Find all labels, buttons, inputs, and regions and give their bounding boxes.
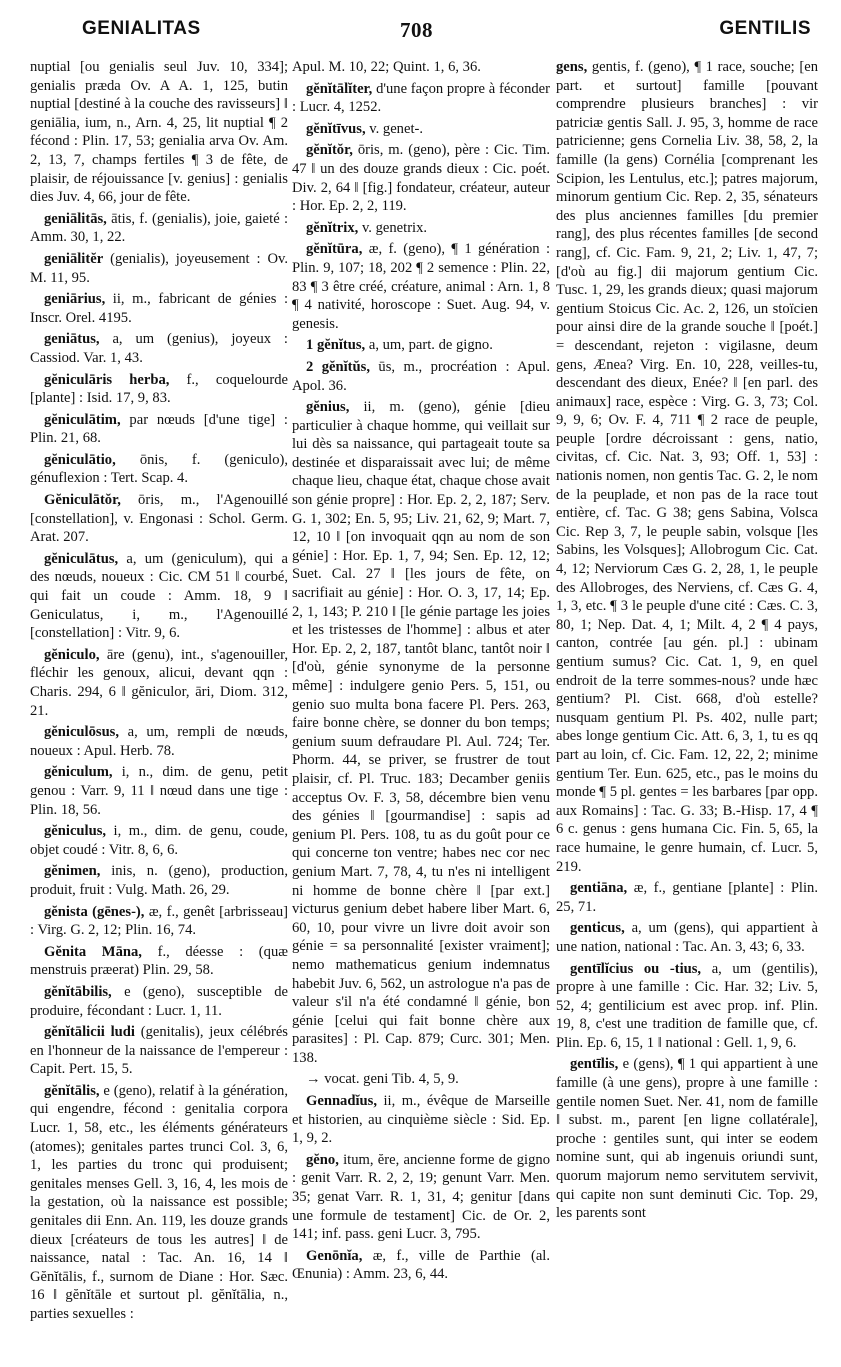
dictionary-entry	[30, 550, 288, 643]
dictionary-entry	[30, 290, 288, 327]
entry-headword: gĕnĭtālicii ludi	[44, 1024, 135, 1041]
dictionary-entry	[30, 330, 288, 367]
dictionary-entry	[292, 1070, 550, 1089]
entry-headword: 2 gĕnĭtŭs,	[306, 358, 370, 375]
entry-text: e (geno), relatif à la génération, qui engendre, fécond : genitalia corpora Lucr. 1, 58, etc., les éléments générateurs (atomes); genitales partes trunci Col. 3, 6, 1, les parties du tronc qui produisent; genitales menses Gell. 3, 16, 4, les mois de la gestation, où la naissance est possible; genitales dii Enn. An. 119, les douze grands dieux [créateurs de tous les autres] ‖ de naissance, natal : Tac. An. 16, 14 ‖ Gĕnĭtālis, f., surnom de Diane : Hor. Sæc. 16 ‖ gĕnĭtāle et surtout pl. gĕnĭtālia, n., parties sexuelles :	[30, 1082, 288, 1322]
entry-text: i, n., dim. de genu, petit genou : Varr. 9, 11 ‖ nœud dans une tige : Plin. 18, 56.	[30, 764, 288, 818]
dictionary-entry	[30, 58, 288, 207]
entry-headword: Gĕniculātŏr,	[44, 492, 121, 509]
entry-headword: gĕniculātim,	[44, 411, 121, 428]
entry-text: e (gens), ¶ 1 qui appartient à une famille (à une gens), propre à une famille : gentile nomen Suet. Ner. 41, nom de famille ‖ subst. m., parent [en ligne collatérale], proche : gentiles sunt, qui inter se eodem nomine sunt, qui ab ingenuis oriundi sunt, quorum majorum nemo servitutem servivit, qui capite non sunt deminuti Cic. Top. 29, les parents sont	[556, 1056, 818, 1222]
entry-headword: genticus,	[570, 920, 625, 937]
entry-text: inis, n. (geno), production, produit, fruit : Vulg. Math. 26, 29.	[30, 863, 288, 898]
entry-headword: geniālitās,	[44, 210, 107, 227]
entry-headword: gĕniculus,	[44, 823, 107, 840]
entry-text: (genialis), joyeusement : Ov. M. 11, 95.	[30, 250, 288, 286]
entry-text: (genitalis), jeux célébrés en l'honneur de la naissance de l'empereur : Capit. Pert. 15, 5.	[30, 1024, 288, 1078]
dictionary-entry	[30, 250, 288, 287]
entry-headword: gentiāna,	[570, 880, 628, 897]
column-1	[30, 58, 288, 1358]
entry-text: ii, m., évêque de Marseille et historien, au cinquième siècle : Sid. Ep. 1, 9, 2.	[292, 1093, 550, 1147]
entry-headword: gĕnius,	[306, 399, 350, 416]
entry-headword: gĕniculātus,	[44, 550, 119, 567]
entry-text: a, um (gentilis), propre à une famille : Cic. Har. 32; Liv. 5, 52, 4; gentilicium est avec prop. inf. Plin. 19, 8, c'est une tradition de famille que, cf. Plin. Ep. 6, 15, 1 ‖ national : Gell. 1, 9, 6.	[556, 960, 818, 1051]
entry-headword: gĕnista (gēnes-),	[44, 903, 145, 920]
entry-headword: gens,	[556, 59, 588, 75]
entry-text: gentis, f. (geno), ¶ 1 race, souche; [en part. et surtout] famille [pouvant comprendre plusieurs branches] : vir patriciæ gentis Sall. J. 95, 3, homme de race patricienne; gens Cornelia Liv. 38, 58, 2, la famille (la gens) Cornélia [comprenant les Scipion, les Lentulus, etc.]; patres majorum, minorum gentium Cic. Rep. 2, 35, sénateurs des plus anciennes familles [du premier rang], des plus récentes familles [de second rang], cf. Cic. Fam. 9, 21, 2; Liv. 1, 47, 7; [d'où au fig.] dii majorum gentium Cic. Tusc. 1, 29, les grands dieux; quasi majorum gentium Stoicus Cic. Ac. 2, 126, un stoïcien pour ainsi dire de la grande souche ‖ [poét.] = descendant, rejeton : vigilasne, deum gens, Ænea? Virg. En. 10, 228, veilles-tu, descendant des dieux, Enée? ‖ [en parl. des animaux] race, espèce : Virg. G. 3, 73; Col. 9, 9, 6; Ov. F. 4, 711 ¶ 2 race de peuple, peuple [ordre décroissant : gens, natio, civitas, cf. Cic. Nat. 3, 93; Off. 1, 53] : nationis nomen, non gentis Tac. G. 2, le nom de la peuplade, et non pas de la race tout entière, cf. Tac. G 38; gens Sabina, Volsca Cic. Rep 3, 7, le peuple sabin, volsque [les Sabins, les Volsques]; Allobrogum Cic. Cat. 4, 12; Nerviorum Cæs G. 2, 28, 1, le peuple des Allobroges, des Nerviens, cf. Cæs G. 4, 1, 3, etc. ¶ 3 le peuple d'une cité : Cæs. C. 3, 80, 1; Nep. Dat. 4, 1; Milt. 4, 2 ¶ 4 pays, canton, contrée [au gén. pl.] : ubinam gentium sumus? Cic. Cat. 1, 9, en quel endroit de la terre sommes-nous? unde hæc gentium? Pl. Cist. 668, d'où estelle? nusquam gentium Pl. Ps. 402, nulle part; abes longe gentium Cic. Att. 6, 3, 1, tu es qq part au loin, cf. Cic. Fam. 12, 22, 2; minime gentium Ter. Eun. 625, etc., pas le moins du monde ¶ 5 pl. gentes = les barbares [par opp. aux Romains] : Tac. G. 33; B.-Hisp. 17, 4 ¶ 6 c. genus : gens humana Cic. Fin. 5, 65, la race humaine, le genre humain, cf. Lucr. 5, 219.	[556, 59, 818, 875]
entry-text: æ, f. (geno), ¶ 1 génération : Plin. 9, 107; 18, 202 ¶ 2 semence : Plin. 22, 83 ¶ 3 être créé, créature, animal : Arn. 1, 8 ¶ 4 nativité, horoscope : Suet. Aug. 94, v. genesis.	[292, 241, 550, 332]
entry-text: i, m., dim. de genu, coude, objet coudé : Vitr. 8, 6, 6.	[30, 823, 288, 858]
entry-text: ūs, m., procréation : Apul. Apol. 36.	[292, 358, 550, 394]
dictionary-entry	[30, 862, 288, 899]
column-3	[556, 58, 818, 1358]
entry-headword: gĕniculātio,	[44, 451, 116, 468]
entry-headword: Gennadĭus,	[306, 1093, 377, 1110]
entry-headword: gĕniculōsus,	[44, 724, 120, 741]
entry-headword: geniālitĕr	[44, 250, 104, 267]
entry-headword: gĕniculum,	[44, 764, 113, 781]
entry-text: a, um (gens), qui appartient à une nation, national : Tac. An. 3, 43; 6, 33.	[556, 920, 818, 955]
entry-headword: gĕnĭtŏr,	[306, 142, 353, 159]
entry-text: ōnis, f. (geniculo), génuflexion : Tert. Scap. 4.	[30, 451, 288, 487]
entry-text: ōris, m. (geno), père : Cic. Tim. 47 ‖ un des douze grands dieux : Cic. poét. Div. 2, 64 ‖ [fig.] fondateur, créateur, auteur : Hor. Ep. 2, 2, 119.	[292, 142, 550, 215]
dictionary-entry	[556, 58, 818, 876]
entry-text: v. genet-.	[369, 120, 424, 137]
entry-text: ōris, m., l'Agenouillé [constellation], v. Engonasi : Schol. Germ. Arat. 207.	[30, 492, 288, 546]
entry-headword: gĕnĭtīvus,	[306, 120, 366, 137]
dictionary-entry	[30, 491, 288, 547]
entry-headword: gĕnĭtrix,	[306, 219, 359, 236]
entry-text: nuptial [ou genialis seul Juv. 10, 334]; genialis præda Ov. A A. 1, 125, butin nuptial [destiné à la couche des ravisseurs] ‖ geniālia, ium, n., Arn. 4, 25, lit nuptial ¶ 2 fécond : Plin. 17, 53; genialia arva Ov. Am. 2, 13, 7, champs fertiles ¶ 3 de fête, de plaisir, de réjouissance [v. genius] : genialis dies Juv. 4, 66, jour de fête.	[30, 59, 288, 206]
dictionary-entry	[556, 919, 818, 956]
entry-headword: geniārius,	[44, 291, 106, 308]
entry-text: ātis, f. (genialis), joie, gaieté : Amm. 30, 1, 22.	[30, 210, 288, 246]
dictionary-entry	[30, 943, 288, 980]
entry-headword: gĕniculāris herba,	[44, 371, 170, 388]
entry-text: Apul. M. 10, 22; Quint. 1, 6, 36.	[292, 59, 481, 75]
entry-text: f., déesse : (quæ menstruis præerat) Plin. 29, 58.	[30, 943, 288, 979]
entry-text: a, um (geniculum), qui a des nœuds, noueux : Cic. CM 51 ‖ courbé, qui fait un coude : Amm. 18, 9 ‖ Geniculatus, i, m., l'Agenouillé [constellation] : Vitr. 9, 6.	[30, 550, 288, 642]
dictionary-entry	[292, 1247, 550, 1284]
entry-text: f., coquelourde [plante] : Isid. 17, 9, 83.	[30, 371, 288, 407]
entry-headword: 1 gĕnĭtus,	[306, 337, 366, 354]
dictionary-entry	[292, 80, 550, 117]
entry-headword: gĕniculo,	[44, 646, 100, 663]
right-running-head: GENTILIS	[719, 18, 811, 39]
dictionary-entry	[30, 822, 288, 859]
entry-text: æ, f., gentiane [plante] : Plin. 25, 71.	[556, 880, 818, 915]
dictionary-entry	[30, 723, 288, 760]
entry-headword: geniātus,	[44, 331, 100, 348]
dictionary-entry	[292, 219, 550, 238]
entry-text: d'une façon propre à féconder : Lucr. 4, 1252.	[292, 80, 550, 116]
entry-text: a, um, rempli de nœuds, noueux : Apul. Herb. 78.	[30, 724, 288, 759]
dictionary-entry	[292, 398, 550, 1067]
dictionary-entry	[30, 646, 288, 720]
entry-headword: gĕnĭtūra,	[306, 241, 363, 258]
entry-text: itum, ĕre, ancienne forme de gigno : genit Varr. R. 2, 2, 19; genunt Varr. Men. 35; genat Varr. R. 1, 31, 4; genitur [dans une formule de testament] Cic. de Or. 2, 141; inf. pass. geni Lucr. 3, 795.	[292, 1151, 550, 1243]
entry-text: ii, m., fabricant de génies : Inscr. Orel. 4195.	[30, 291, 288, 326]
page-number: 708	[400, 18, 433, 42]
dictionary-entry	[30, 451, 288, 488]
dictionary-entry	[30, 903, 288, 940]
entry-headword: gĕnĭtābilis,	[44, 983, 112, 1000]
entry-text: æ, f., genêt [arbrisseau] : Virg. G. 2, 12; Plin. 16, 74.	[30, 903, 288, 939]
dictionary-entry	[556, 879, 818, 916]
left-running-head: GENIALITAS	[82, 18, 201, 39]
dictionary-entry	[292, 1092, 550, 1148]
entry-headword: gentīlĭcius ou -tius,	[570, 960, 702, 977]
dictionary-entry	[292, 58, 550, 77]
entry-text: par nœuds [d'une tige] : Plin. 21, 68.	[30, 411, 288, 447]
entry-headword: gĕnĭtālĭter,	[306, 80, 373, 97]
entry-headword: gĕno,	[306, 1151, 339, 1168]
dictionary-entry	[30, 763, 288, 819]
dictionary-entry	[30, 210, 288, 247]
entry-text: v. genetrix.	[361, 219, 428, 236]
entry-headword: Gĕnita Māna,	[44, 943, 142, 960]
entry-text: e (geno), susceptible de produire, fécondant : Lucr. 1, 11.	[30, 983, 288, 1019]
entry-text: → vocat. geni Tib. 4, 5, 9.	[306, 1071, 459, 1088]
dictionary-entry	[292, 1151, 550, 1244]
entry-text: āre (genu), int., s'agenouiller, fléchir les genoux, alicui, devant qqn : Charis. 294, 6 ‖ gĕniculor, āri, Diom. 312, 21.	[30, 646, 288, 719]
entry-text: a, um (genius), joyeux : Cassiod. Var. 1, 43.	[30, 331, 288, 366]
dictionary-entry	[292, 120, 550, 139]
dictionary-entry	[292, 141, 550, 215]
entry-headword: Genōnĭa,	[306, 1247, 363, 1264]
dictionary-entry	[556, 1055, 818, 1222]
dictionary-entry	[292, 358, 550, 395]
page-header	[78, 18, 813, 48]
dictionary-entry	[30, 371, 288, 408]
dictionary-entry	[556, 960, 818, 1053]
entry-text: a, um, part. de gigno.	[368, 337, 493, 354]
dictionary-entry	[30, 1082, 288, 1324]
entry-headword: gĕnimen,	[44, 863, 101, 880]
dictionary-entry	[292, 240, 550, 333]
dictionary-entry	[30, 1023, 288, 1079]
column-2	[292, 58, 550, 1358]
dictionary-entry	[292, 336, 550, 355]
entry-headword: gentīlis,	[570, 1056, 619, 1073]
entry-headword: gĕnĭtālis,	[44, 1082, 100, 1099]
entry-text: æ, f., ville de Parthie (al. Œnunia) : Amm. 23, 6, 44.	[292, 1247, 550, 1283]
dictionary-entry	[30, 411, 288, 448]
entry-text: ii, m. (geno), génie [dieu particulier à chaque homme, qui veillait sur lui dès sa naissance, qui partageait toute sa destinée et disparaissait avec lui; de même chaque lieu, chaque état, chaque chose avait son génie propre] : Hor. Ep. 2, 2, 187; Serv. G. 1, 302; En. 5, 95; Liv. 21, 62, 9; Mart. 7, 12, 10 ‖ [on invoquait qqn au nom de son génie] : Hor. Ep. 1, 7, 94; Sen. Ep. 12, 12; Suet. Cal. 27 ‖ [les jours de fête, on sacrifiait au génie] : Hor. O. 3, 17, 14; Ep. 2, 1, 143; P. 210 ‖ [le génie partage les joies et les tristesses de l'homme] : albus et ater Hor. Ep. 2, 2, 187, tantôt blanc, tantôt noir ‖ [d'où, génie synonyme de la personne même] : indulgere genio Pers. 5, 151, ou genio suo multa bona facere Pl. Pers. 263, faire bonne chère, se donner du bon temps; genium suum defraudare Pl. Aul. 724; Ter. Phorm. 44, se priver, se frustrer de tout plaisir, cf. Pl. Truc. 183; Decamber geniis acceptus Ov. F. 3, 58, décembre bien venu des génies ‖ [gourmandise] : sapis ad genium Pl. Pers. 108, tu as du goût pour ce qui concerne ton ventre; habes nec cor nec genium Mart. 7, 78, 4, tu n'es ni intelligent ni homme de bonne chère ‖ [par ext.] victurus genium debet habere liber Mart. 6, 60, 10, pour vivre un livre doit avoir son génie = sa personnalité [exister vraiment]; nemo mathematicus genium indemnatus habebit Juv. 6, 562, un astrologue n'a pas de valeur s'il n'a été condamné ‖ génie, bon génie [celui qui fait bonne chère aux parasites] : Pl. Cap. 879; Curc. 301; Men. 138.	[292, 399, 550, 1066]
dictionary-entry	[30, 983, 288, 1020]
